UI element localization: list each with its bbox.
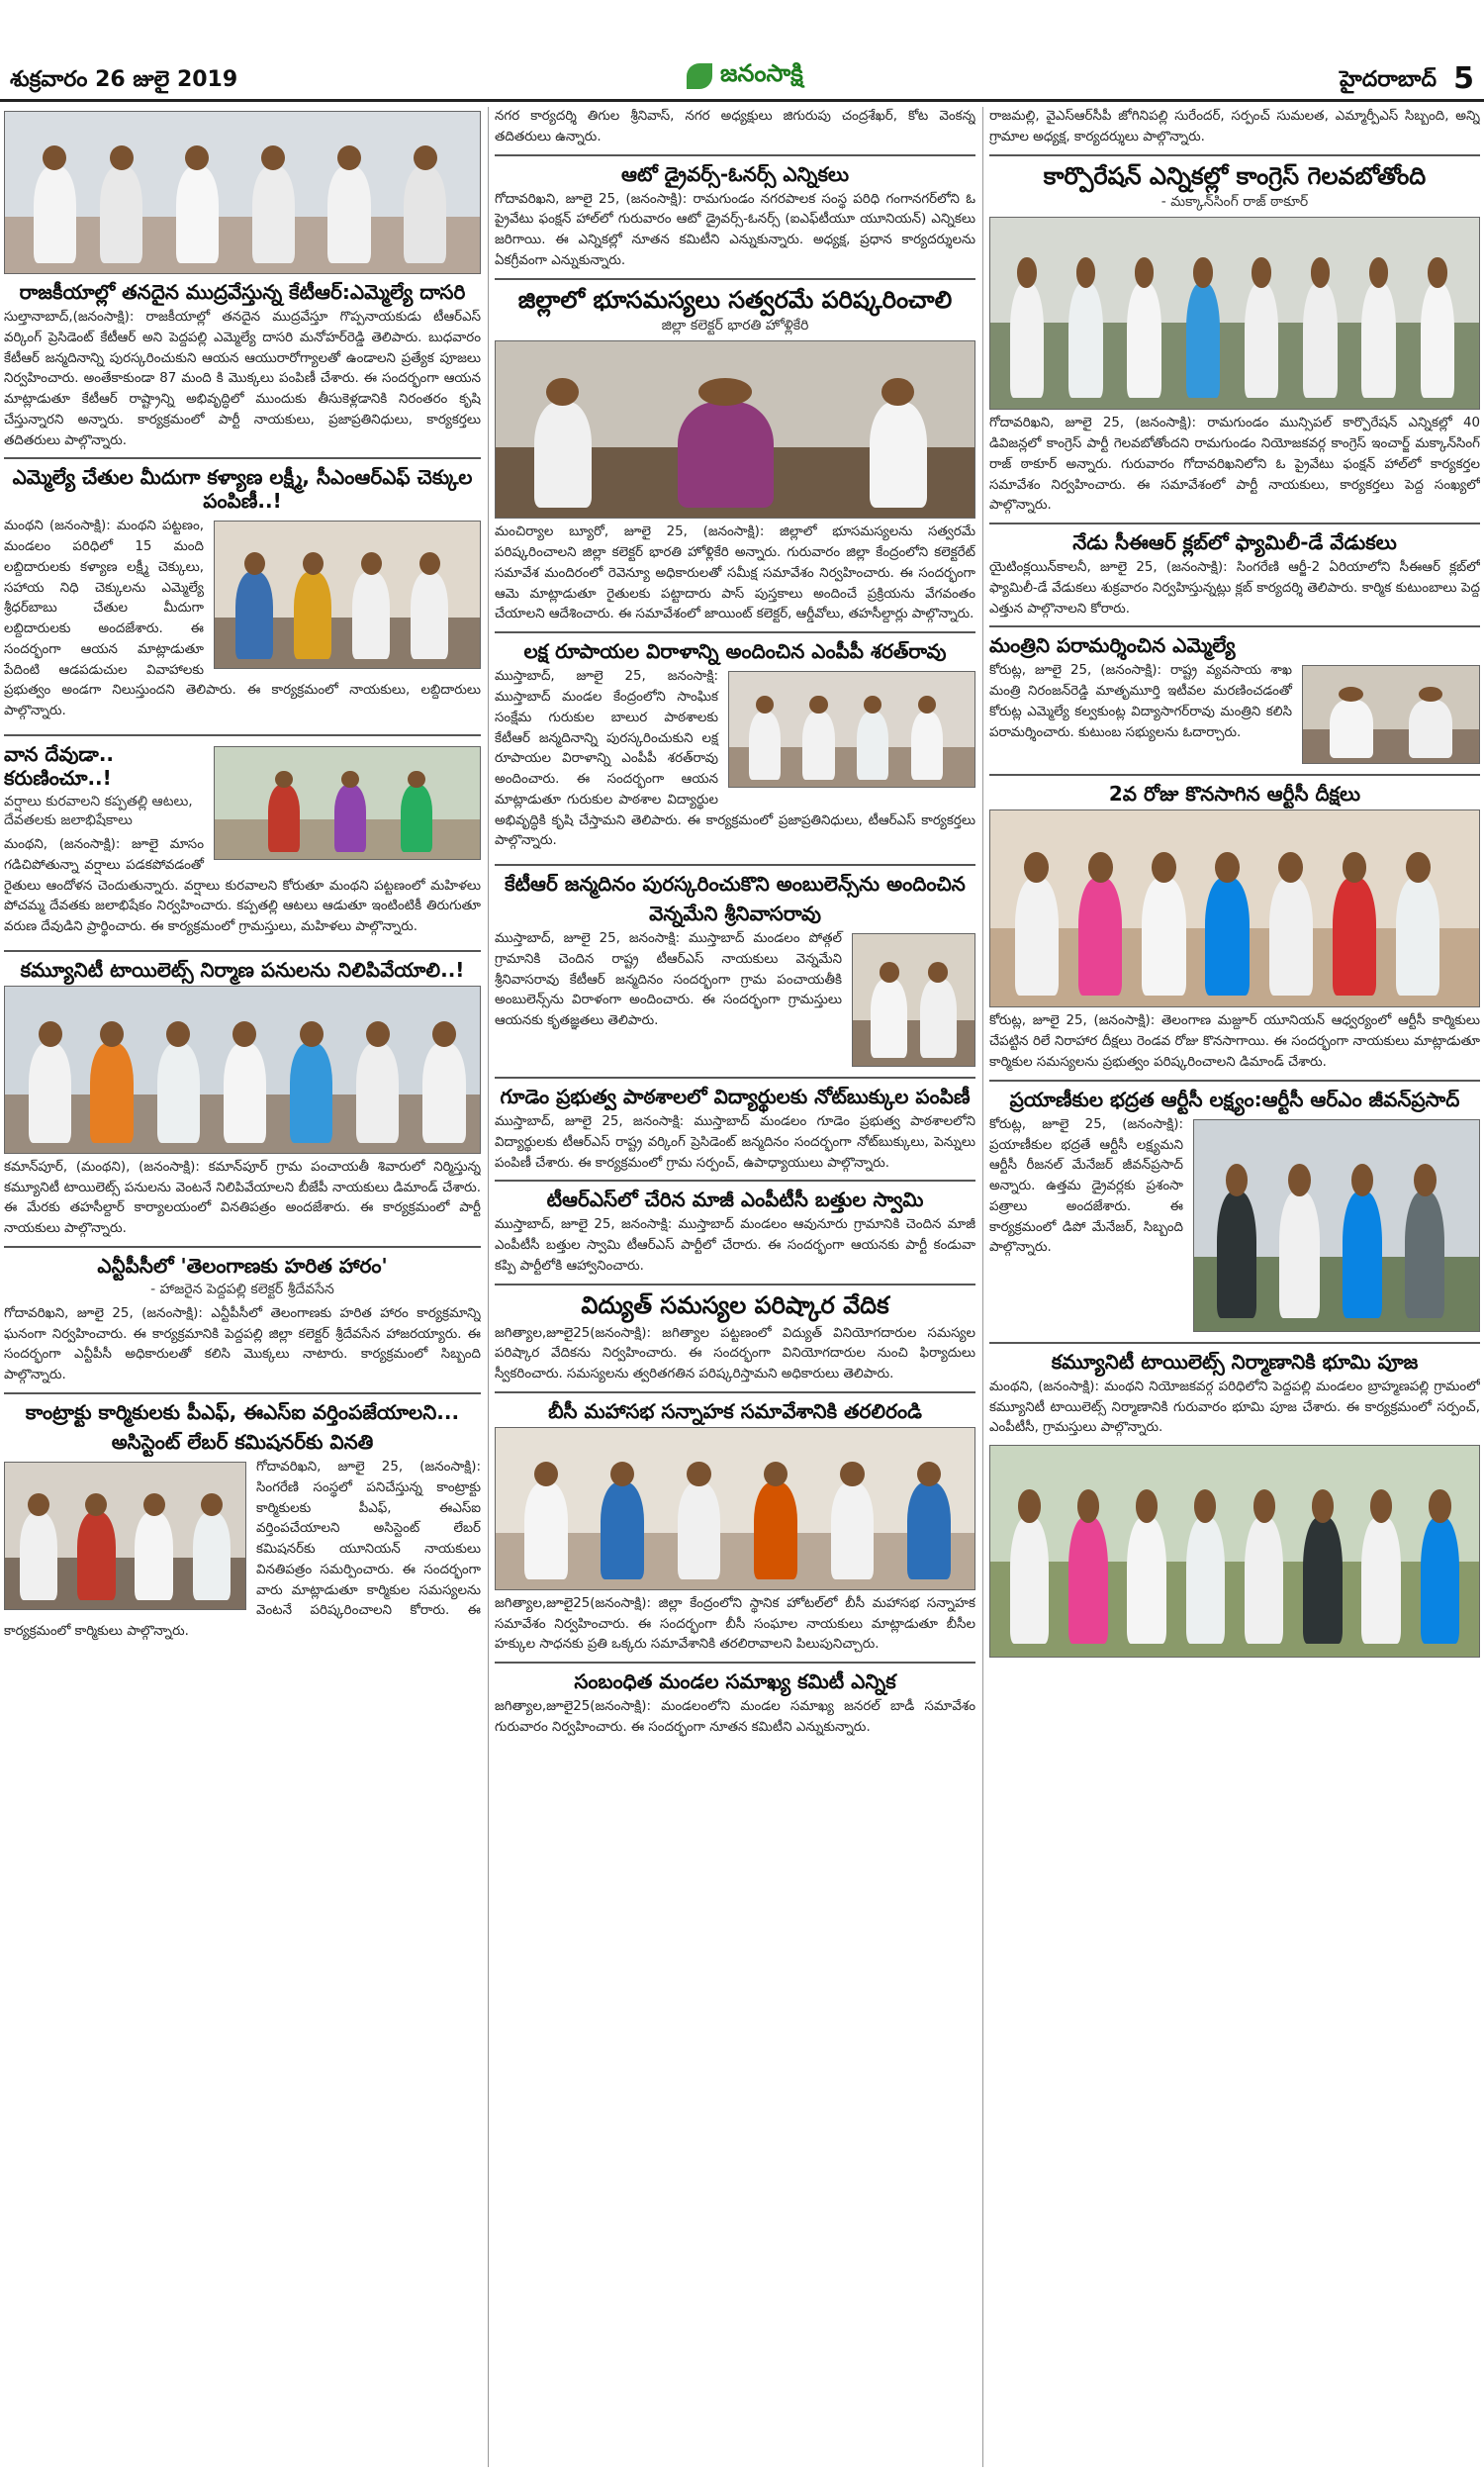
article-body: జగిత్యాల,జూలై25(జనంసాక్షి): జిల్లా కేంద్రంలోని స్థానిక హోటల్‌లో బీసీ మహాసభ సన్నాహక సమావేశం నిర్వహించారు. ఈ సందర్భంగా బీసీ సంఘాల నాయకులు మాట్లాడుతూ బీసీల హక్కుల సాధనకు ప్రతి ఒక్కరు సమావేశానికి తరలిరావాలని పిలుపునిచ్చారు. [495, 1595, 975, 1653]
divider [989, 774, 1480, 776]
article-body: కమాన్‌పూర్, (మంథని), (జనంసాక్షి): కమాన్‌పూర్ గ్రామ పంచాయతీ శివారులో నిర్మిస్తున్న కమ్యూనిటీ టాయిలెట్స్ పనులను వెంటనే నిలిపివేయాలని బీజేపీ నాయకులు డిమాండ్ చేశారు. ఈ మేరకు తహసీల్దార్ కార్యాలయంలో వినతిపత్రం అందజేశారు. ఈ కార్యక్రమంలో పార్టీ నాయకులు పాల్గొన్నారు. [4, 1159, 481, 1237]
leaf-icon [687, 63, 712, 89]
news-photo [989, 809, 1480, 1007]
article-body: గోదావరిఖని, జూలై 25, (జనంసాక్షి): ఎన్టీపీసీలో తెలంగాణకు హరిత హారం కార్యక్రమాన్ని ఘనంగా నిర్వహించారు. ఈ కార్యక్రమానికి పెద్దపల్లి జిల్లా కలెక్టర్ శ్రీదేవసేన హాజరయ్యారు. ఈ సందర్భంగా ఎన్టీపీసీ అధికారులతో కలిసి మొక్కలు నాటారు. కార్యక్రమంలో సిబ్బంది పాల్గొన్నారు. [4, 1305, 481, 1383]
headline: నేడు సీఈఆర్ క్లబ్‌లో ఫ్యామిలీ-డే వేడుకలు [1072, 530, 1397, 555]
column-3 [989, 107, 1480, 2467]
headline: గూడెం ప్రభుత్వ పాఠశాలలో విద్యార్థులకు నోట్‌బుక్కుల పంపిణీ [500, 1085, 971, 1109]
headline: రాజకీయాల్లో తనదైన ముద్రవేస్తున్న కేటీఆర్:ఎమ్మెల్యే దాసరి [19, 280, 466, 304]
byline: జిల్లా కలెక్టర్ భారతి హోళ్లికేరి [661, 318, 809, 334]
newspaper-logo [673, 59, 817, 93]
article-body: ముస్తాబాద్, జూలై 25, జనంసాక్షి: ముస్తాబాద్ మండలం పోత్గల్ గ్రామానికి చెందిన రాష్ట్ర టీఆర్ఎస్ నాయకులు వెన్నమేని శ్రీనివాసరావు కేటీఆర్ జన్మదినం సందర్భంగా గ్రామ పంచాయతీకి అంబులెన్స్‌ను విరాళంగా అందించారు. ఈ సందర్భంగా గ్రామస్తులు ఆయనకు కృతజ్ఞతలు తెలిపారు. [495, 931, 842, 1029]
divider [989, 1342, 1480, 1344]
headline: జిల్లాలో భూసమస్యలు సత్వరమే పరిష్కరించాలి [517, 285, 953, 314]
news-photo [728, 671, 975, 788]
column-2 [495, 107, 975, 2467]
article-body: గోదావరిఖని, జూలై 25, (జనంసాక్షి): సింగరేణి సంస్థలో పనిచేస్తున్న కాంట్రాక్టు కార్మికులకు పీఎఫ్, ఈఎస్ఐ వర్తింపచేయాలని అసిస్టెంట్ లేబర్ కమిషనర్‌కు యూనియన్ నాయకులు వినతిపత్రం సమర్పించారు. ఈ సందర్భంగా వారు మాట్లాడుతూ కార్మికుల సమస్యలను వెంటనే పరిష్కరించాలని కోరారు. ఈ కార్యక్రమంలో కార్మికులు పాల్గొన్నారు. [4, 1459, 481, 1640]
masthead-rule [0, 99, 1484, 102]
news-photo [495, 340, 975, 519]
divider [989, 523, 1480, 524]
divider [495, 864, 975, 866]
headline: ప్రయాణీకుల భద్రత ఆర్టీసీ లక్ష్యం:ఆర్టీసీ ఆర్ఎం జీవన్‌ప్రసాద్ [1009, 1087, 1460, 1111]
divider [495, 631, 975, 633]
divider [4, 734, 481, 736]
byline: వర్షాలు కురవాలని కప్పతల్లి ఆటలు, దేవతలకు జలాభిషేకాలు [4, 794, 193, 829]
headline: మంత్రిని పరామర్శించిన ఎమ్మెల్యే [989, 633, 1236, 658]
news-photo [989, 217, 1480, 410]
news-photo [1302, 665, 1480, 764]
article-body: ముస్తాబాద్, జూలై 25, జనంసాక్షి: ముస్తాబాద్ మండల కేంద్రంలోని సాంఘిక సంక్షేమ గురుకుల బాలుర పాఠశాలకు కేటీఆర్ జన్మదినాన్ని పురస్కరించుకుని లక్ష రూపాయల విరాళాన్ని ఎంపీపీ శరత్‌రావు అందించారు. ఈ సందర్భంగా ఆయన మాట్లాడుతూ గురుకుల పాఠశాల విద్యార్థుల అభివృద్ధికి కృషి చేస్తామని తెలిపారు. ఈ కార్యక్రమంలో ప్రజాప్రతినిధులు, టీఆర్ఎస్ కార్యకర్తలు పాల్గొన్నారు. [495, 669, 975, 849]
headline: లక్ష రూపాయల విరాళాన్ని అందించిన ఎంపీపీ శరత్‌రావు [523, 639, 947, 664]
divider [495, 1284, 975, 1285]
news-photo [214, 746, 481, 860]
edition-city: హైదరాబాద్ [1340, 67, 1437, 92]
news-photo [4, 986, 481, 1154]
divider [495, 1662, 975, 1664]
article-body: మంథని, (జనంసాక్షి): మంథని నియోజకవర్గ పరిధిలోని పెద్దపల్లి మండలం బ్రాహ్మణపల్లి గ్రామంలో కమ్యూనిటీ టాయిలెట్స్ నిర్మాణానికి గురువారం భూమి పూజ చేశారు. ఈ కార్యక్రమంలో సర్పంచ్, ఎంపీటీసీ, గ్రామస్తులు పాల్గొన్నారు. [989, 1379, 1480, 1436]
headline: బీసీ మహాసభ సన్నాహక సమావేశానికి తరలిరండి [548, 1398, 922, 1423]
divider [989, 154, 1480, 156]
article-body: రాజమల్లి, వైఎస్ఆర్‌సీపీ జోగినిపల్లి సురేందర్, సర్పంచ్ సుమలత, ఎమ్మార్పీఎస్ సిబ్బంది, అన్ని గ్రామాల అధ్యక్ష, కార్యదర్శులు పాల్గొన్నారు. [989, 109, 1480, 144]
sub-headline: వెన్నమేని శ్రీనివాసరావు [649, 902, 821, 926]
article-body: జగిత్యాల,జూలై25(జనంసాక్షి): జగిత్యాల పట్టణంలో విద్యుత్ వినియోగదారుల సమస్యల పరిష్కార వేదికను నిర్వహించారు. ఈ సందర్భంగా వినియోగదారుల నుంచి ఫిర్యాదులు స్వీకరించారు. సమస్యలను త్వరితగతిన పరిష్కరిస్తామని అధికారులు తెలిపారు. [495, 1325, 975, 1382]
column-divider [488, 107, 489, 2467]
news-photo [214, 521, 481, 669]
news-photo [852, 933, 975, 1067]
divider [495, 154, 975, 156]
news-photo [4, 1462, 246, 1610]
headline: విద్యుత్ సమస్యల పరిష్కార వేదిక [581, 1290, 889, 1319]
column-1 [4, 107, 481, 2467]
article-body: మంథని (జనంసాక్షి): మంథని పట్టణం, మండలం పరిధిలో 15 మంది లబ్దిదారులకు కళ్యాణ లక్ష్మీ చెక్కులు, సహాయ నిధి చెక్కులను ఎమ్మెల్యే శ్రీధర్‌బాబు చేతుల మీదుగా లబ్దిదారులకు అందజేశారు. ఈ సందర్భంగా ఆయన మాట్లాడుతూ పేదింటి ఆడపడుచుల వివాహాలకు ప్రభుత్వం అండగా నిలుస్తుందని తెలిపారు. ఈ కార్యక్రమంలో నాయకులు, లబ్దిదారులు పాల్గొన్నారు. [4, 519, 481, 719]
article-body: యైటింక్లయిన్‌కాలనీ, జూలై 25, (జనంసాక్షి): సింగరేణి ఆర్జీ-2 ఏరియాలోని సీఈఆర్ క్లబ్‌లో ఫ్యామిలీ-డే వేడుకలు శుక్రవారం నిర్వహిస్తున్నట్లు క్లబ్ కార్యదర్శి తెలిపారు. కార్మిక కుటుంబాలు పెద్ద ఎత్తున పాల్గొనాలని కోరారు. [989, 560, 1480, 617]
headline: కమ్యూనిటీ టాయిలెట్స్ నిర్మాణానికి భూమి పూజ [1051, 1349, 1419, 1374]
article-body: కోరుట్ల, జూలై 25, (జనంసాక్షి): రాష్ట్ర వ్యవసాయ శాఖ మంత్రి నిరంజన్‌రెడ్డి మాతృమూర్తి ఇటీవల మరణించడంతో కోరుట్ల ఎమ్మెల్యే కల్వకుంట్ల విద్యాసాగర్‌రావు మంత్రిని కలిసి పరామర్శించారు. కుటుంబ సభ్యులను ఓదార్చారు. [989, 663, 1292, 740]
news-photo [4, 111, 481, 274]
headline: ఎమ్మెల్యే చేతుల మీదుగా కళ్యాణ లక్ష్మీ, సీఎంఆర్ఎఫ్ చెక్కుల పంపిణీ..! [12, 465, 473, 514]
divider [4, 950, 481, 952]
headline: సంబంధిత మండల సమాఖ్య కమిటీ ఎన్నిక [574, 1669, 896, 1694]
divider [495, 278, 975, 280]
article-body: కోరుట్ల, జూలై 25, (జనంసాక్షి): ప్రయాణీకుల భద్రతే ఆర్టీసీ లక్ష్యమని ఆర్టీసీ రీజనల్ మేనేజర్ జీవన్‌ప్రసాద్ అన్నారు. ఉత్తమ డ్రైవర్లకు ప్రశంసా పత్రాలు అందజేశారు. ఈ కార్యక్రమంలో డిపో మేనేజర్, సిబ్బంది పాల్గొన్నారు. [989, 1116, 1183, 1256]
article-body: గోదావరిఖని, జూలై 25, (జనంసాక్షి): రామగుండం మున్సిపల్ కార్పొరేషన్ ఎన్నికల్లో 40 డివిజన్లలో కాంగ్రెస్ పార్టీ గెలవబోతోందని రామగుండం నియోజకవర్గ కాంగ్రెస్ ఇంచార్జ్ మక్కాన్‌సింగ్ రాజ్ ఠాకూర్ అన్నారు. గురువారం గోదావరిఖనిలోని ఓ ప్రైవేటు ఫంక్షన్ హాల్‌లో కార్యకర్తల సమావేశం నిర్వహించారు. ఈ సమావేశంలో పార్టీ నాయకులు, కార్యకర్తలు పెద్ద సంఖ్యలో పాల్గొన్నారు. [989, 416, 1480, 514]
divider [4, 457, 481, 459]
masthead [0, 0, 1484, 95]
article-body: గోదావరిఖని, జూలై 25, (జనంసాక్షి): రామగుండం నగరపాలక సంస్థ పరిధి గంగానగర్‌లోని ఓ ప్రైవేటు ఫంక్షన్ హాల్‌లో గురువారం ఆటో డ్రైవర్స్-ఓనర్స్ (ఐఎఫ్‌టీయూ యూనియన్) ఎన్నికలు జరిగాయి. ఈ ఎన్నికల్లో నూతన కమిటీని ఎన్నుకున్నారు. అధ్యక్ష, ప్రధాన కార్యదర్శులను ఏకగ్రీవంగా ఎన్నుకున్నారు. [495, 191, 975, 268]
divider [4, 1246, 481, 1248]
headline: కమ్యూనిటీ టాయిలెట్స్ నిర్మాణ పనులను నిలిపివేయాలి..! [20, 957, 465, 982]
headline: కాంట్రాక్టు కార్మికులకు పీఎఫ్, ఈఎస్ఐ వర్తింపజేయాలని... [25, 1399, 460, 1424]
article-body: సుల్తానాబాద్,(జనంసాక్షి): రాజకీయాల్లో తనదైన ముద్రవేస్తూ గొప్పనాయకుడు టీఆర్ఎస్ వర్కింగ్ ప్రెసిడెంట్ కేటీఆర్ అని పెద్దపల్లి ఎమ్మెల్యే దాసరి మనోహర్‌రెడ్డి తెలిపారు. బుధవారం కేటీఆర్ జన్మదినాన్ని పురస్కరించుకుని ఆయన ఆయురారోగ్యాలతో ఉండాలని ప్రత్యేక పూజలు నిర్వహించారు. అంతేకాకుండా 87 మంది కి మొక్కలు పంపిణీ చేశారు. ఈ సందర్భంగా ఆయన మాట్లాడుతూ కేటీఆర్ రాష్ట్రాన్ని అభివృద్ధిలో ముందుకు తీసుకెళ్లడానికి నిరంతరం కృషి చేస్తున్నారని అన్నారు. కార్యక్రమంలో పార్టీ నాయకులు, ప్రజాప్రతినిధులు, కార్యకర్తలు తదితరులు పాల్గొన్నారు. [4, 310, 481, 448]
article-body: మంచిర్యాల బ్యూరో, జూలై 25, (జనంసాక్షి): జిల్లాలో భూసమస్యలను సత్వరమే పరిష్కరించాలని జిల్లా కలెక్టర్ భారతి హోళ్లికేరి అన్నారు. గురువారం జిల్లా కేంద్రంలోని కలెక్టరేట్ సమావేశ మందిరంలో రెవెన్యూ అధికారులతో సమీక్ష సమావేశం నిర్వహించారు. ఈ సందర్భంగా ఆమె మాట్లాడుతూ రైతులకు పట్టాదారు పాస్ పుస్తకాలు అందించే ప్రక్రియను వేగవంతం చేయాలని ఆదేశించారు. ఈ సమావేశంలో జాయింట్ కలెక్టర్, ఆర్డీవోలు, తహసీల్దార్లు పాల్గొన్నారు. [495, 524, 975, 622]
headline: వాన దేవుడా.. కరుణించూ..! [4, 742, 115, 791]
article-body: కోరుట్ల, జూలై 25, (జనంసాక్షి): తెలంగాణ మజ్దూర్ యూనియన్ ఆధ్వర్యంలో ఆర్టీసీ కార్మికులు చేపట్టిన రిలే నిరాహార దీక్షలు రెండవ రోజు కొనసాగాయి. ఈ సందర్భంగా నాయకులు మాట్లాడుతూ కార్మికుల సమస్యలను ప్రభుత్వం పరిష్కరించాలని డిమాండ్ చేశారు. [989, 1013, 1480, 1070]
news-photo [1193, 1119, 1480, 1332]
headline: టీఆర్ఎస్‌లో చేరిన మాజీ ఎంపీటీసీ బత్తుల స్వామి [546, 1188, 924, 1212]
headline: 2వ రోజు కొనసాగిన ఆర్టీసీ దీక్షలు [1108, 782, 1361, 807]
news-photo [989, 1445, 1480, 1658]
article-body: ముస్తాబాద్, జూలై 25, జనంసాక్షి: ముస్తాబాద్ మండలం గూడెం ప్రభుత్వ పాఠశాలలోని విద్యార్థులకు టీఆర్ఎస్ రాష్ట్ర వర్కింగ్ ప్రెసిడెంట్ జన్మదినం సందర్భంగా నోట్‌బుక్కులు, పెన్నులు పంపిణీ చేశారు. ఈ కార్యక్రమంలో గ్రామ సర్పంచ్, ఉపాధ్యాయులు పాల్గొన్నారు. [495, 1114, 975, 1171]
divider [495, 1180, 975, 1182]
divider [495, 1077, 975, 1079]
headline: కార్పొరేషన్ ఎన్నికల్లో కాంగ్రెస్ గెలవబోతోంది [1043, 161, 1427, 190]
issue-date: శుక్రవారం 26 జులై 2019 [10, 67, 238, 92]
headline: కేటీఆర్ జన్మదినం పురస్కరించుకొని అంబులెన్స్‌ను అందించిన [505, 872, 966, 897]
divider [989, 625, 1480, 627]
article-body: జగిత్యాల,జూలై25(జనంసాక్షి): మండలంలోని మండల సమాఖ్య జనరల్ బాడీ సమావేశం గురువారం నిర్వహించారు. ఈ సందర్భంగా నూతన కమిటీని ఎన్నుకున్నారు. [495, 1699, 975, 1735]
headline: ఆటో డ్రైవర్స్-ఓనర్స్ ఎన్నికలు [620, 161, 849, 186]
newspaper-logo-text: జనంసాక్షి [720, 59, 803, 87]
byline: - మక్కాన్‌సింగ్ రాజ్ ఠాకూర్ [1160, 194, 1309, 211]
headline: ఎన్టీపీసీలో 'తెలంగాణకు హరిత హారం' [97, 1253, 388, 1278]
sub-headline: అసిస్టెంట్ లేబర్ కమిషనర్‌కు వినతి [111, 1429, 374, 1454]
divider [495, 1391, 975, 1393]
divider [4, 1392, 481, 1394]
article-body: నగర కార్యదర్శి తిగుల శ్రీనివాస్, నగర అధ్యక్షులు జిగురుపు చంద్రశేఖర్, కోట వెంకన్న తదితరులు ఉన్నారు. [495, 109, 975, 144]
column-divider [982, 107, 983, 2467]
news-photo [495, 1427, 975, 1590]
divider [989, 1080, 1480, 1082]
article-body: ముస్తాబాద్, జూలై 25, జనంసాక్షి: ముస్తాబాద్ మండలం ఆవునూరు గ్రామానికి చెందిన మాజీ ఎంపీటీసీ బత్తుల స్వామి టీఆర్ఎస్ పార్టీలో చేరారు. ఈ సందర్భంగా ఆయనకు పార్టీ కండువా కప్పి పార్టీలోకి ఆహ్వానించారు. [495, 1217, 975, 1274]
article-body: మంథని, (జనంసాక్షి): జూలై మాసం గడిచిపోతున్నా వర్షాలు పడకపోవడంతో రైతులు ఆందోళన చెందుతున్నారు. వర్షాలు కురవాలని కోరుతూ మంథని పట్టణంలో మహిళలు పోచమ్మ దేవతకు జలాభిషేకం నిర్వహించారు. కప్పతల్లి ఆటలు ఆడుతూ ఇంటింటికీ తిరుగుతూ వరుణ దేవుడిని ప్రార్థించారు. ఈ కార్యక్రమంలో గ్రామస్తులు, మహిళలు పాల్గొన్నారు. [4, 837, 481, 935]
page-number: 5 [1453, 61, 1474, 96]
byline: - హాజరైన పెద్దపల్లి కలెక్టర్ శ్రీదేవసేన [150, 1281, 334, 1297]
